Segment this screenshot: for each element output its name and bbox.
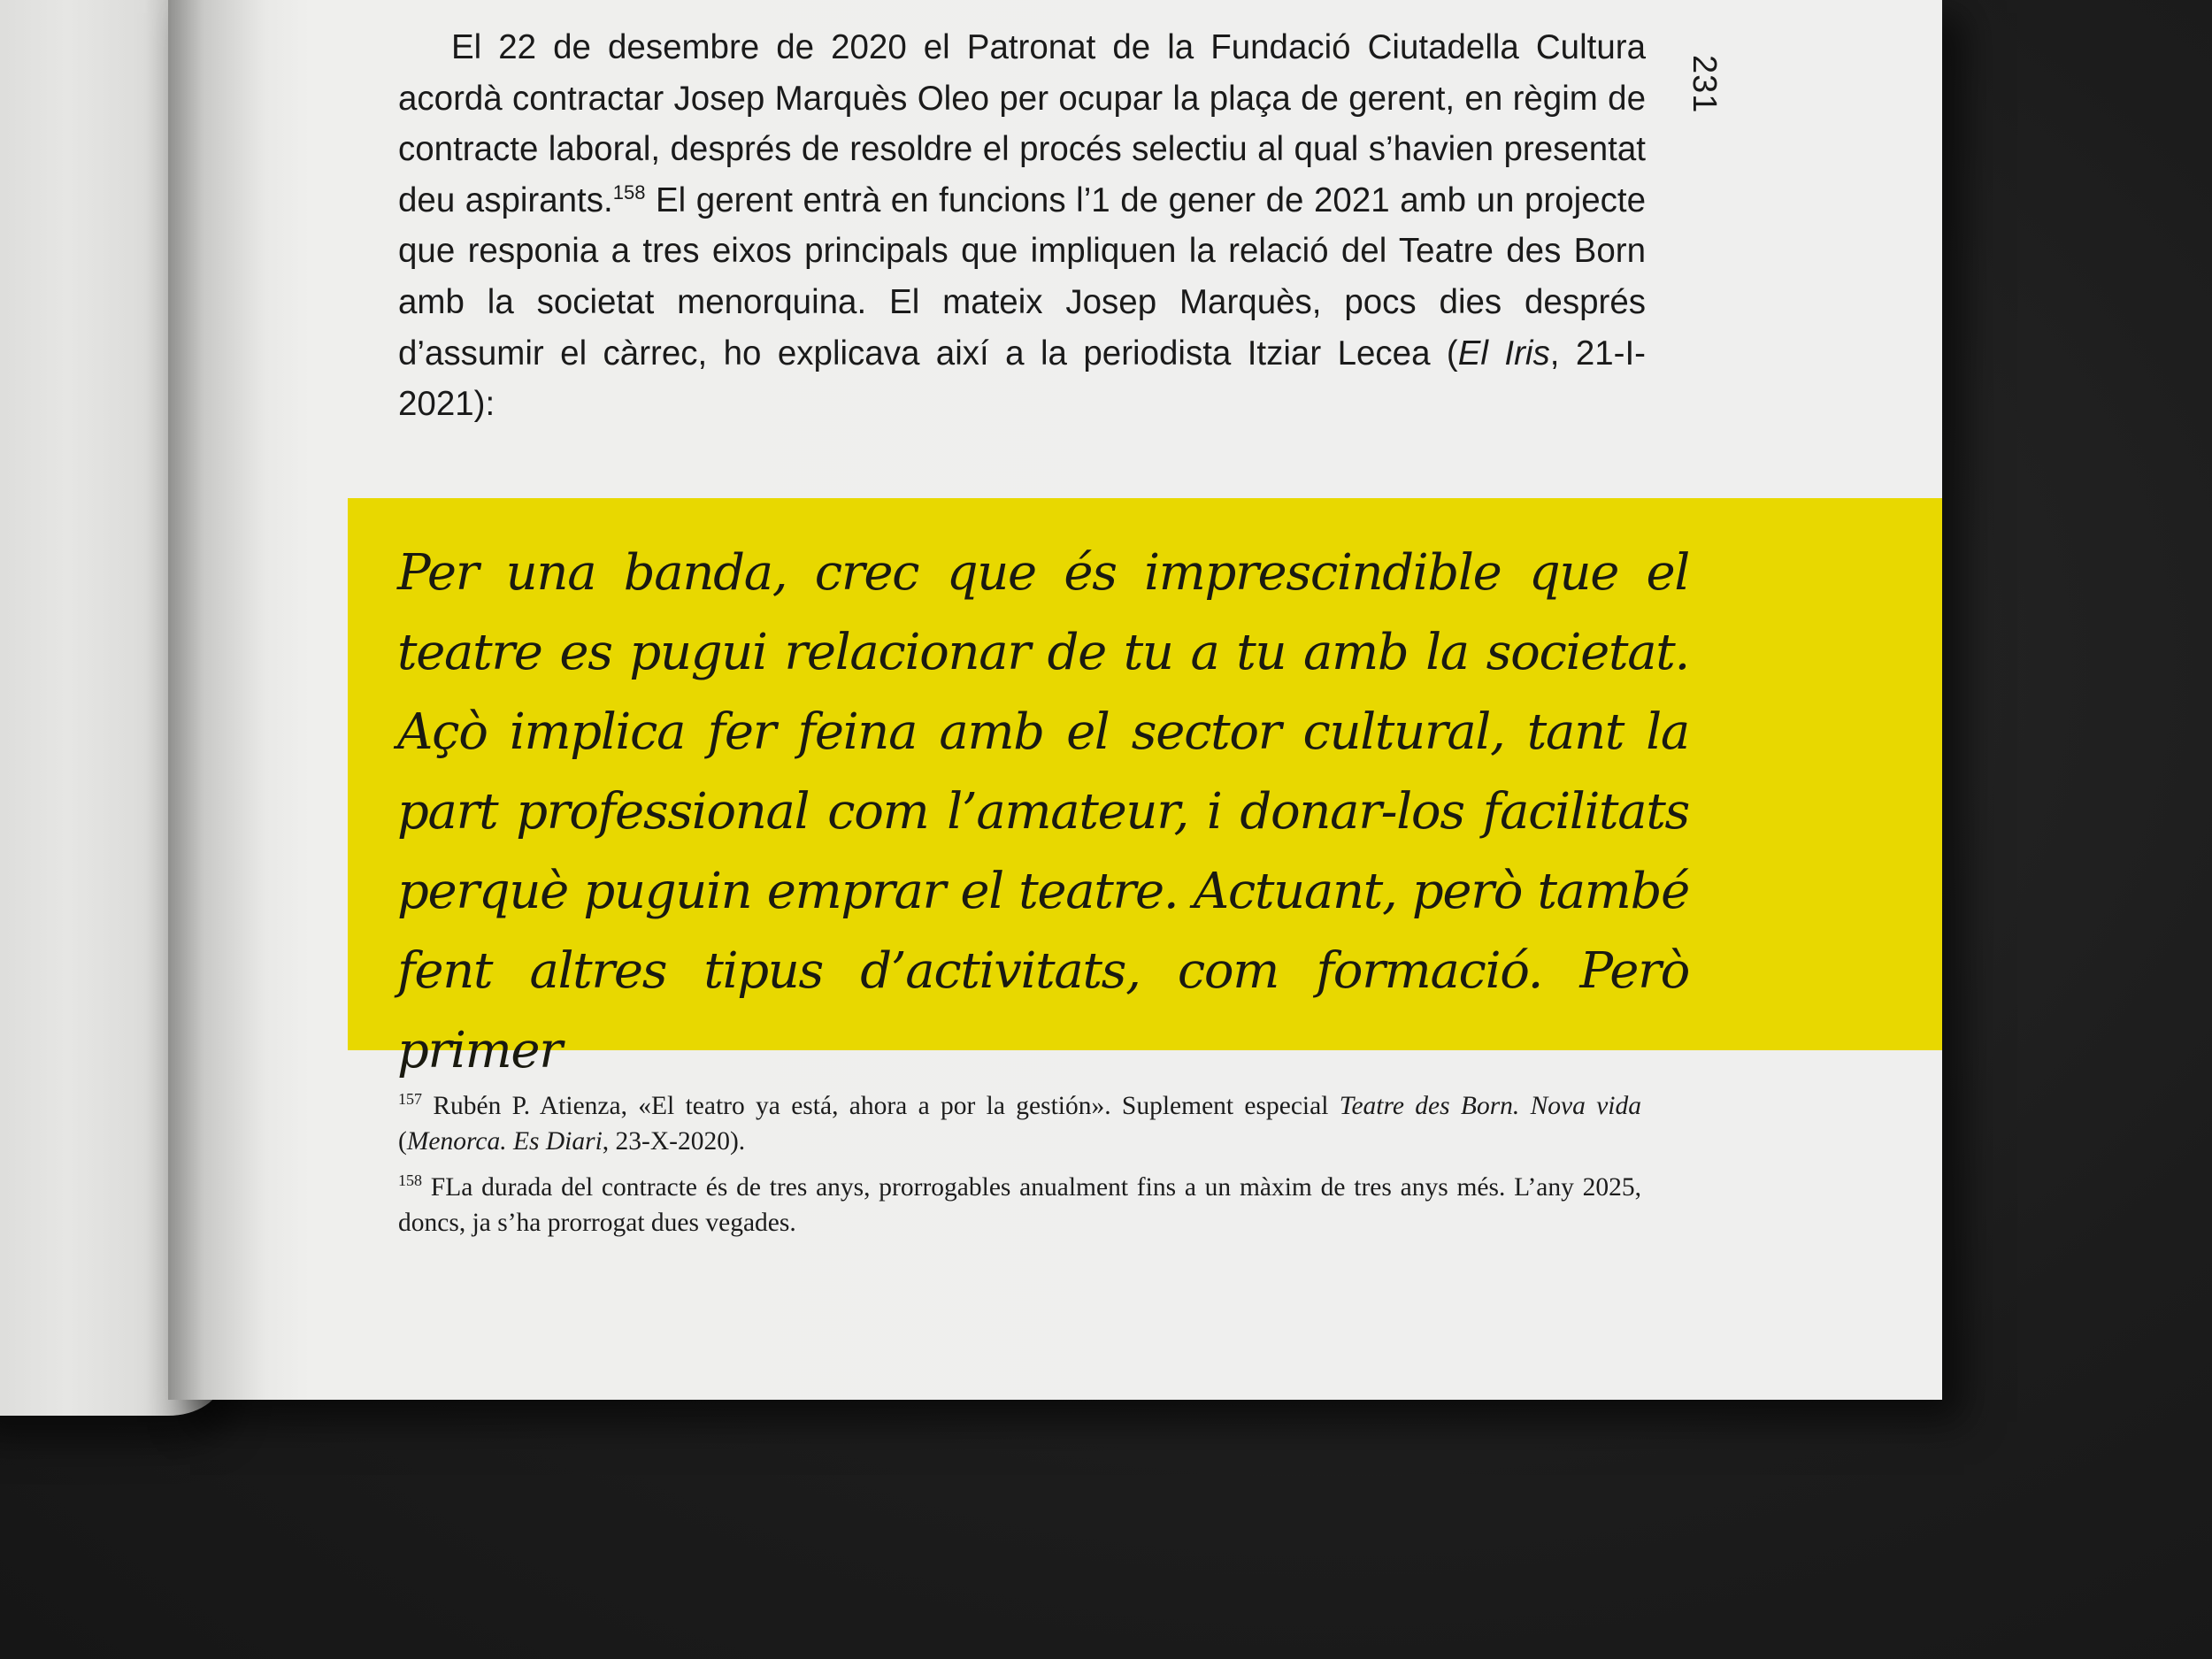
footnote-number: 157 (398, 1090, 422, 1109)
footnote-italic: Teatre des Born. Nova vida (1339, 1092, 1642, 1120)
footnote-text: Rubén P. Atienza, «El teatro ya está, ahora a por la gestión». Suplement especial (433, 1092, 1340, 1120)
quote-text: Per una banda, crec que és imprescindible que el teatre es pugui relacionar de tu a tu amb la societat. Açò implica fer feina amb el sector cultural, tant la part professional com l’amateur, i donar-los facilitats perquè puguin emprar el teatre. Actuant, però també fent altres tipus d’activitats, com formació. Però primer (397, 544, 1689, 1079)
book-page (168, 0, 1942, 1400)
footnote-text: ( (398, 1127, 407, 1156)
footnote-number: 158 (398, 1171, 422, 1190)
paragraph-text-part-2: El gerent entrà en funcions l’1 de gener de 2021 amb un projecte que responia a tres eixos principals que impliquen la relació del Teatre des Born amb la societat menorquina. El mateix Josep Marquès, pocs dies després d’assumir el càrrec, ho explicava així a la periodista Itziar Lecea ( (398, 180, 1646, 373)
paragraph-text-part-3: , 21-I-2021): (398, 334, 1647, 424)
source-title: El Iris (1457, 334, 1550, 373)
footnote-text: , 23-X-2020). (602, 1127, 746, 1156)
footnote-157 (398, 1088, 1641, 1159)
footnote-ref-158[interactable]: 158 (612, 180, 646, 204)
footnote-text: FLa durada del contracte és de tres anys, prorrogables anualment fins a un màxim de tres anys més. L’any 2025, doncs, ja s’ha prorrogat dues vegades. (398, 1173, 1642, 1237)
body-paragraph (398, 22, 1646, 430)
page-number: 231 (1686, 55, 1723, 114)
paragraph-text-part-1: El 22 de desembre de 2020 el Patronat de la Fundació Ciutadella Cultura acordà contractar Josep Marquès Oleo per ocupar la plaça de gerent, en règim de contracte laboral, després de resoldre el procés selectiu al qual s’havien presentat deu aspirants. (398, 28, 1646, 219)
highlighted-quote-block (348, 498, 1942, 1079)
footnotes (398, 1088, 1641, 1251)
footnote-italic: Menorca. Es Diari (406, 1127, 603, 1156)
footnote-158 (398, 1170, 1641, 1240)
